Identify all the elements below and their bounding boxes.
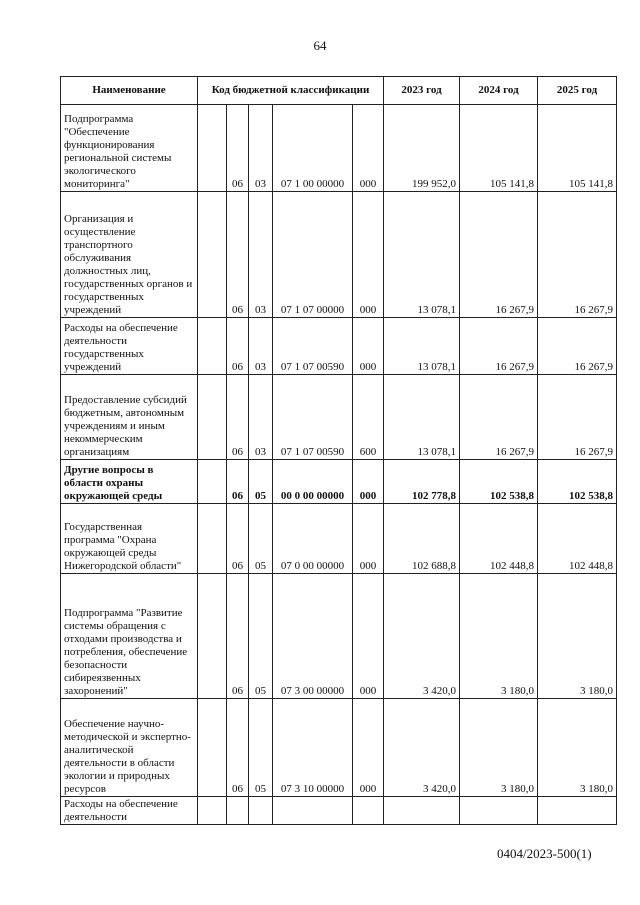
row-2024: 102 448,8 (460, 504, 538, 574)
row-name: Подпрограмма "Обеспечение функционирования региональной системы экологического мониторинга" (61, 105, 198, 192)
row-rz: 06 (227, 504, 249, 574)
row-csr: 07 1 07 00590 (273, 375, 353, 460)
row-empty (198, 504, 227, 574)
page-number: 64 (313, 38, 327, 53)
row-vr (353, 797, 384, 825)
row-csr: 07 1 07 00590 (273, 318, 353, 375)
row-pr: 03 (249, 375, 273, 460)
row-csr (273, 797, 353, 825)
row-csr: 00 0 00 00000 (273, 460, 353, 504)
budget-table (60, 76, 617, 825)
row-vr: 000 (353, 504, 384, 574)
row-2024: 16 267,9 (460, 318, 538, 375)
table-row (61, 105, 617, 192)
row-rz: 06 (227, 318, 249, 375)
row-rz: 06 (227, 574, 249, 699)
row-vr: 000 (353, 460, 384, 504)
row-2024: 16 267,9 (460, 192, 538, 318)
header-2024: 2024 год (460, 77, 538, 105)
header-2025: 2025 год (538, 77, 617, 105)
document-code: 0404/2023-500(1) (497, 846, 592, 861)
row-vr: 600 (353, 375, 384, 460)
row-rz: 06 (227, 375, 249, 460)
row-2023: 13 078,1 (384, 318, 460, 375)
row-csr: 07 1 00 00000 (273, 105, 353, 192)
row-pr (249, 797, 273, 825)
row-2023 (384, 797, 460, 825)
row-vr: 000 (353, 574, 384, 699)
header-name: Наименование (61, 77, 198, 105)
table-row (61, 797, 617, 825)
row-2025: 3 180,0 (538, 699, 617, 797)
row-2024: 102 538,8 (460, 460, 538, 504)
row-name: Предоставление субсидий бюджетным, автономным учреждениям и иным некоммерческим организациям (61, 375, 198, 460)
row-empty (198, 574, 227, 699)
row-2025: 16 267,9 (538, 192, 617, 318)
row-2023: 3 420,0 (384, 574, 460, 699)
row-2024: 16 267,9 (460, 375, 538, 460)
row-2024: 105 141,8 (460, 105, 538, 192)
row-2025: 102 538,8 (538, 460, 617, 504)
row-empty (198, 699, 227, 797)
row-rz (227, 797, 249, 825)
row-2025: 102 448,8 (538, 504, 617, 574)
row-empty (198, 797, 227, 825)
row-2025: 105 141,8 (538, 105, 617, 192)
row-rz: 06 (227, 105, 249, 192)
row-empty (198, 192, 227, 318)
row-empty (198, 105, 227, 192)
row-2024: 3 180,0 (460, 574, 538, 699)
table-row (61, 318, 617, 375)
header-2023: 2023 год (384, 77, 460, 105)
row-csr: 07 1 07 00000 (273, 192, 353, 318)
table-row (61, 192, 617, 318)
row-name: Подпрограмма "Развитие системы обращения с отходами производства и потребления, обеспечение безопасности сибиреязвенных захоронений" (61, 574, 198, 699)
row-empty (198, 318, 227, 375)
row-2025: 16 267,9 (538, 375, 617, 460)
row-csr: 07 3 00 00000 (273, 574, 353, 699)
row-pr: 03 (249, 318, 273, 375)
row-name: Обеспечение научно-методической и экспертно-аналитической деятельности в области экологии и природных ресурсов (61, 699, 198, 797)
table-row (61, 699, 617, 797)
row-name: Организация и осуществление транспортного обслуживания должностных лиц, государственных органов и государственных учреждений (61, 192, 198, 318)
table-row-bold (61, 460, 617, 504)
row-name: Государственная программа "Охрана окружающей среды Нижегородской области" (61, 504, 198, 574)
row-name: Другие вопросы в области охраны окружающей среды (61, 460, 198, 504)
row-pr: 05 (249, 504, 273, 574)
row-2023: 199 952,0 (384, 105, 460, 192)
row-pr: 05 (249, 574, 273, 699)
header-code: Код бюджетной классификации (198, 77, 384, 105)
row-rz: 06 (227, 460, 249, 504)
row-rz: 06 (227, 192, 249, 318)
row-name: Расходы на обеспечение деятельности государственных учреждений (61, 318, 198, 375)
row-empty (198, 460, 227, 504)
row-vr: 000 (353, 318, 384, 375)
row-pr: 05 (249, 460, 273, 504)
row-2024: 3 180,0 (460, 699, 538, 797)
row-2023: 13 078,1 (384, 375, 460, 460)
row-2023: 3 420,0 (384, 699, 460, 797)
row-pr: 03 (249, 192, 273, 318)
row-name: Расходы на обеспечение деятельности (61, 797, 198, 825)
row-empty (198, 375, 227, 460)
row-2025 (538, 797, 617, 825)
row-2025: 3 180,0 (538, 574, 617, 699)
row-2023: 13 078,1 (384, 192, 460, 318)
row-vr: 000 (353, 105, 384, 192)
row-2025: 16 267,9 (538, 318, 617, 375)
table-row (61, 574, 617, 699)
row-2023: 102 778,8 (384, 460, 460, 504)
row-pr: 03 (249, 105, 273, 192)
row-2024 (460, 797, 538, 825)
table-row (61, 504, 617, 574)
row-csr: 07 0 00 00000 (273, 504, 353, 574)
row-pr: 05 (249, 699, 273, 797)
table-row (61, 375, 617, 460)
row-vr: 000 (353, 192, 384, 318)
row-2023: 102 688,8 (384, 504, 460, 574)
table-header-row (61, 77, 617, 105)
row-csr: 07 3 10 00000 (273, 699, 353, 797)
row-rz: 06 (227, 699, 249, 797)
row-vr: 000 (353, 699, 384, 797)
